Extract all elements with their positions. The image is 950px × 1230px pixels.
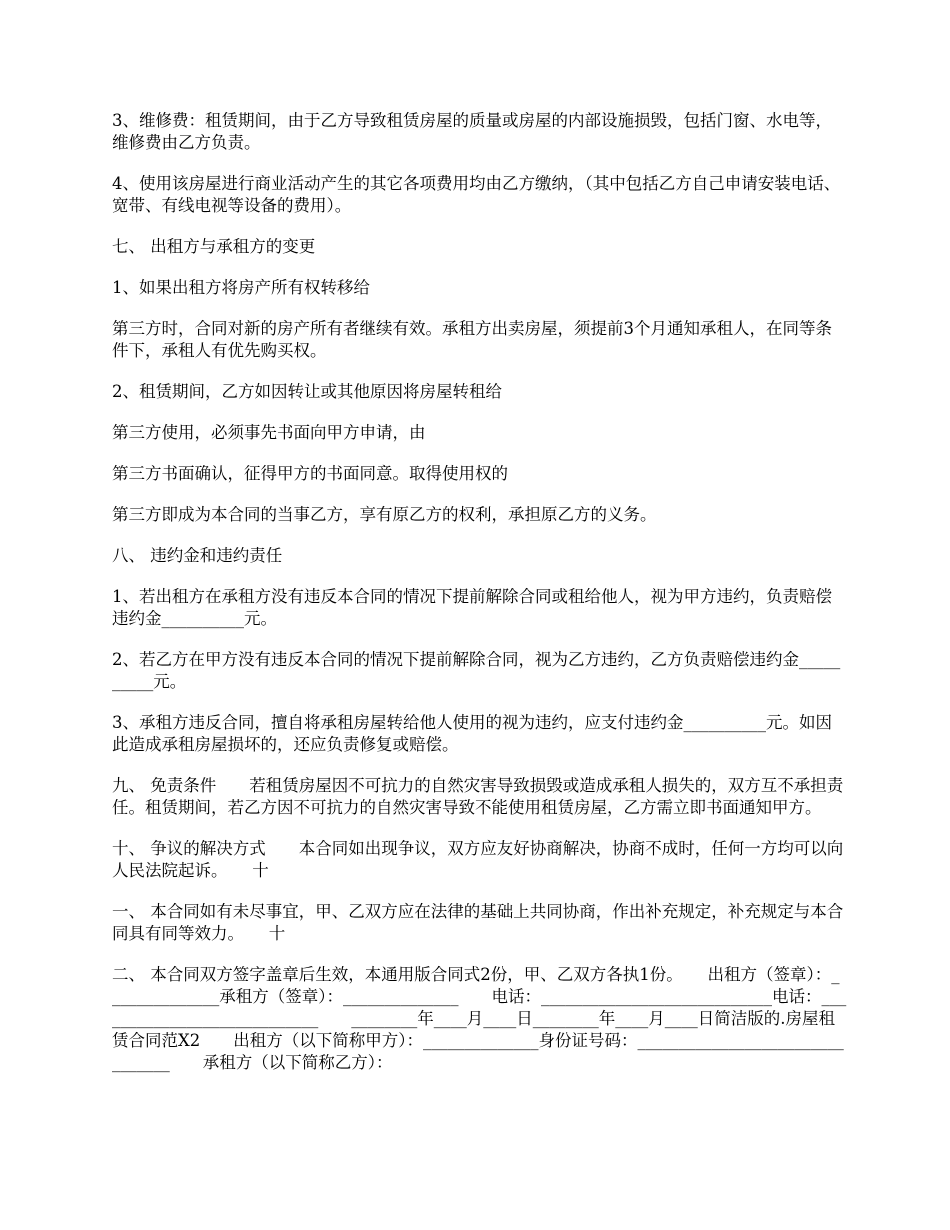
clause-sublease: 2、租赁期间，乙方如因转让或其他原因将房屋转租给: [112, 382, 502, 401]
clause-commercial-expenses: 4、使用该房屋进行商业活动产生的其它各项费用均由乙方缴纳，（其中包括乙方自己申请安装电话、宽带、有线电视等设备的费用）。: [112, 174, 841, 215]
clause-supplement: 一、 本合同如有未尽事宜，甲、乙双方应在法律的基础上共同协商，作出补充规定，补充规定与本合同具有同等效力。 十: [112, 902, 844, 943]
clause-third-party-party: 第三方即成为本合同的当事乙方，享有原乙方的权利，承担原乙方的义务。: [112, 505, 657, 524]
document-page: [112, 110, 847, 1074]
clause-unauthorized-sublease: 3、承租方违反合同，擅自将承租房屋转给他人使用的视为违约，应支付违约金__________元。如因此造成承租房屋损坏的，还应负责修复或赔偿。: [112, 713, 832, 754]
section-heading-change: 七、 出租方与承租方的变更: [112, 237, 316, 256]
clause-lessor-breach: 1、若出租方在承租方没有违反本合同的情况下提前解除合同或租给他人，视为甲方违约，负责赔偿违约金__________元。: [112, 587, 832, 628]
clause-dispute-resolution: 十、 争议的解决方式 本合同如出现争议，双方应友好协商解决，协商不成时，任何一方均可以向人民法院起诉。 十: [112, 839, 844, 880]
clause-ownership-transfer: 1、如果出租方将房产所有权转移给: [112, 278, 370, 297]
clause-lessee-breach: 2、若乙方在甲方没有违反本合同的情况下提前解除合同，视为乙方违约，乙方负责赔偿违约金__________元。: [112, 650, 841, 691]
clause-signature-block: 二、 本合同双方签字盖章后生效，本通用版合同式2份，甲、乙双方各执1份。 出租方（签章）：______________承租方（签章）：______________ 电话：____________________________电话：____________________________ ________年____月____日________年____月____日简洁版的.房屋租赁合同范X2 出租方（以下简称甲方）：______________身份证号码：________________________________ 承租方（以下简称乙方）：: [112, 965, 847, 1072]
clause-third-party-sale: 第三方时，合同对新的房产所有者继续有效。承租方出卖房屋，须提前3个月通知承租人，在同等条件下，承租人有优先购买权。: [112, 319, 832, 360]
clause-exemption: 九、 免责条件 若租赁房屋因不可抗力的自然灾害导致损毁或造成承租人损失的，双方互不承担责任。租赁期间，若乙方因不可抗力的自然灾害导致不能使用租赁房屋，乙方需立即书面通知甲方。: [112, 776, 844, 817]
clause-maintenance-fee: 3、维修费：租赁期间，由于乙方导致租赁房屋的质量或房屋的内部设施损毁，包括门窗、水电等，维修费由乙方负责。: [112, 111, 832, 152]
section-heading-penalty: 八、 违约金和违约责任: [112, 546, 283, 565]
clause-third-party-confirm: 第三方书面确认，征得甲方的书面同意。取得使用权的: [112, 464, 508, 483]
clause-third-party-use: 第三方使用，必须事先书面向甲方申请，由: [112, 423, 426, 442]
